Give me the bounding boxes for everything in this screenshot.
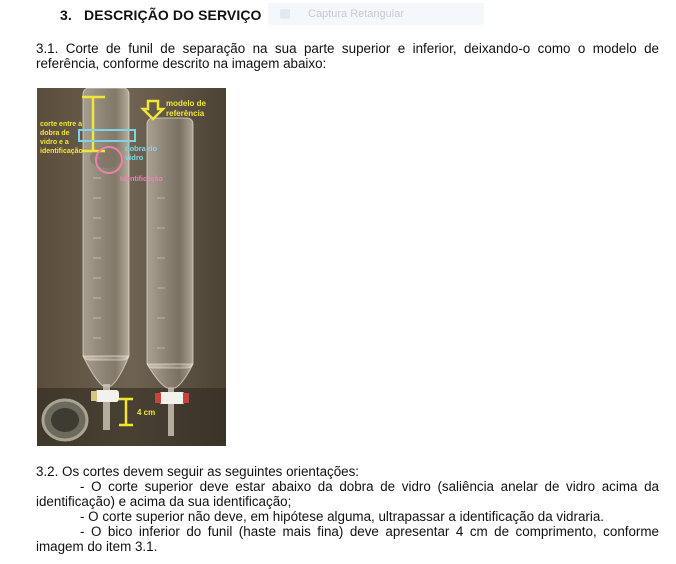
label-cut-2: dobra de [40,130,70,137]
funnel-photo [37,88,226,446]
label-identification: Identificação [120,176,163,183]
label-cut-4: identificação [40,148,83,155]
guideline-item: - O corte superior deve estar abaixo da dobra de vidro (saliência anelar de vidro acima da identificação) e acima da sua identificação; [36,479,659,509]
label-reference-1: modelo de [166,99,207,108]
label-length: 4 cm [137,408,156,417]
guidelines-section [36,464,659,554]
capture-tool-label: Captura Retangular [308,8,405,20]
guideline-item: - O bico inferior do funil (haste mais fina) deve apresentar 4 cm de comprimento, conforme imagem do item 3.1. [36,524,659,554]
guideline-item: - O corte superior não deve, em hipótese alguma, ultrapassar a identificação da vidraria. [80,509,605,524]
label-cut-1: corte entre a [40,121,83,128]
label-cut-3: vidro e a [40,139,69,146]
label-reference-2: referência [166,109,205,118]
label-fold-2: vidro [125,153,144,162]
capture-icon [280,9,290,19]
section-number: 3. [60,7,72,23]
section-title: DESCRIÇÃO DO SERVIÇO [84,7,262,23]
capture-tool-overlay[interactable] [268,3,484,25]
funnel-photo-drawing [37,88,226,446]
intro-paragraph: 3.1. Corte de funil de separação na sua parte superior e inferior, deixando-o como o modelo de referência, conforme descrito na imagem abaixo: [36,41,659,71]
section-heading [60,7,262,23]
guidelines-intro: 3.2. Os cortes devem seguir as seguintes orientações: [36,464,360,479]
label-fold-1: dobra do [125,144,158,153]
